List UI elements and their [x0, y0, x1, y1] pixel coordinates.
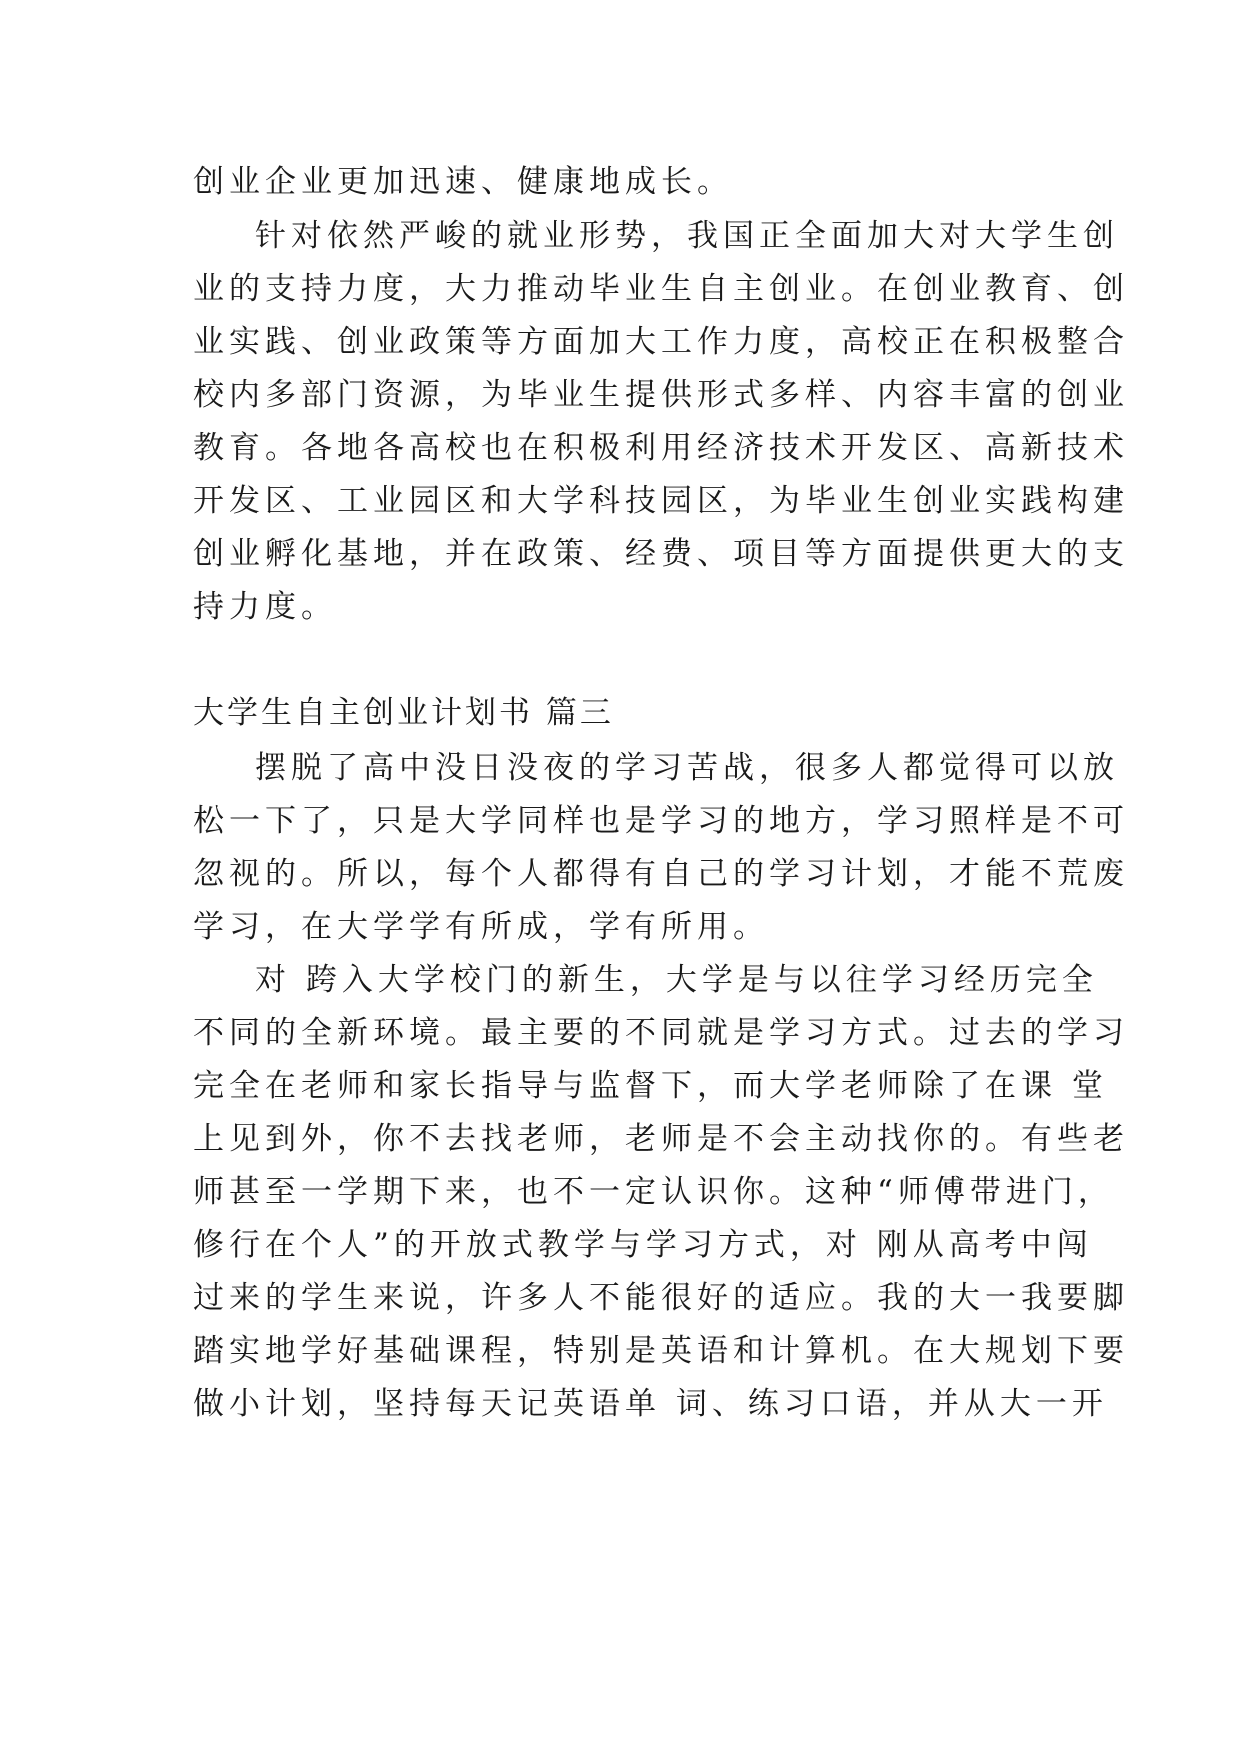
paragraph-line: 业实践、创业政策等方面加大工作力度，高校正在积极整合: [193, 324, 1129, 360]
paragraph-line: 松一下了，只是大学同样也是学习的地方，学习照样是不可: [193, 803, 1129, 839]
paragraph-line: 摆脱了高中没日没夜的学习苦战，很多人都觉得可以放: [255, 750, 1119, 786]
paragraph-line: 创业企业更加迅速、健康地成长。: [193, 164, 733, 200]
paragraph-line: 修行在个人”的开放式教学与学习方式，对 刚从高考中闯: [193, 1227, 1093, 1263]
paragraph-line: 忽视的。所以，每个人都得有自己的学习计划，才能不荒废: [193, 856, 1129, 892]
paragraph-line: 针对依然严峻的就业形势，我国正全面加大对大学生创: [255, 218, 1119, 254]
paragraph-line: 不同的全新环境。最主要的不同就是学习方式。过去的学习: [193, 1015, 1129, 1051]
paragraph-line: 创业孵化基地，并在政策、经费、项目等方面提供更大的支: [193, 536, 1129, 572]
paragraph-line: 过来的学生来说，许多人不能很好的适应。我的大一我要脚: [193, 1280, 1129, 1316]
paragraph-line: 做小计划，坚持每天记英语单 词、练习口语，并从大一开: [193, 1386, 1108, 1422]
paragraph-line: 开发区、工业园区和大学科技园区，为毕业生创业实践构建: [193, 483, 1129, 519]
paragraph-line: 师甚至一学期下来，也不一定认识你。这种“师傅带进门，: [193, 1174, 1114, 1210]
paragraph-line: 持力度。: [193, 589, 337, 625]
paragraph-line: 完全在老师和家长指导与监督下，而大学老师除了在课 堂: [193, 1068, 1108, 1104]
section-heading: 大学生自主创业计划书 篇三: [193, 695, 614, 731]
paragraph-line: 对 跨入大学校门的新生，大学是与以往学习经历完全: [255, 962, 1098, 998]
paragraph-line: 教育。各地各高校也在积极利用经济技术开发区、高新技术: [193, 430, 1129, 466]
paragraph-line: 踏实地学好基础课程，特别是英语和计算机。在大规划下要: [193, 1333, 1129, 1369]
paragraph-line: 校内多部门资源，为毕业生提供形式多样、内容丰富的创业: [193, 377, 1129, 413]
paragraph-line: 学习，在大学学有所成，学有所用。: [193, 909, 769, 945]
paragraph-line: 业的支持力度，大力推动毕业生自主创业。在创业教育、创: [193, 271, 1129, 307]
paragraph-line: 上见到外，你不去找老师，老师是不会主动找你的。有些老: [193, 1121, 1129, 1157]
